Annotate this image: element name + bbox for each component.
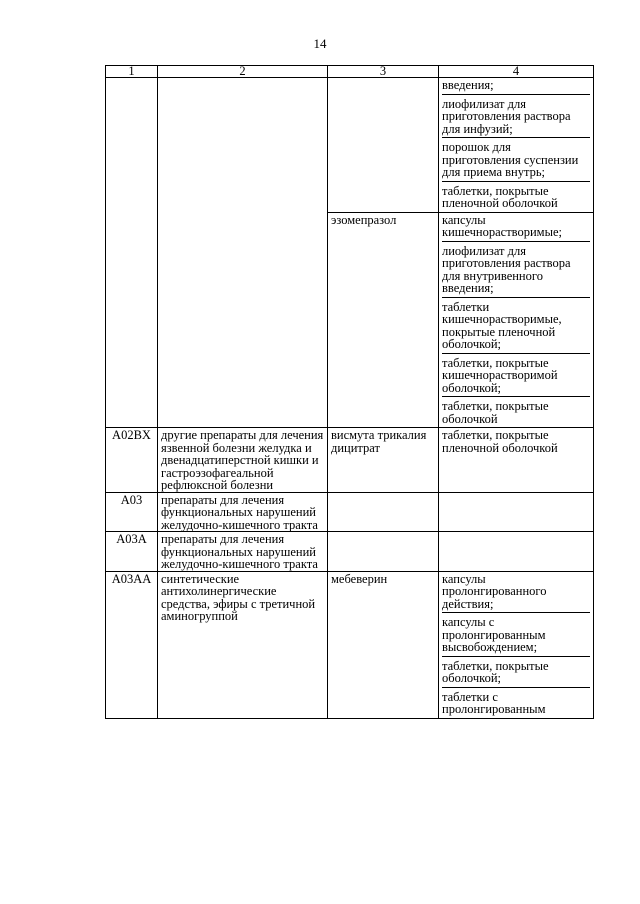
- dosage-form: капсулы кишечнорастворимые;: [442, 214, 590, 242]
- column-header: 2: [158, 66, 328, 78]
- group-name-cell: препараты для лечения функциональных нарушений желудочно-кишечного тракта: [158, 492, 328, 532]
- atc-code-cell: A03: [106, 492, 158, 532]
- atc-code-cell: A02BX: [106, 428, 158, 493]
- drug-name-cell: висмута трикалия дицитрат: [328, 428, 439, 493]
- dosage-form: таблетки с пролонгированным: [442, 689, 546, 716]
- drug-name-cell: [328, 532, 439, 572]
- dosage-forms-cell: [439, 78, 594, 213]
- dosage-form: капсулы пролонгированного действия;: [442, 573, 590, 614]
- dosage-form: таблетки кишечнорастворимые, покрытые пленочной оболочкой;: [442, 301, 590, 354]
- table-row: [106, 532, 594, 572]
- table-row: [106, 78, 594, 213]
- dosage-forms-cell: [439, 532, 594, 572]
- group-name-cell: препараты для лечения функциональных нарушений желудочно-кишечного тракта: [158, 532, 328, 572]
- dosage-form: лиофилизат для приготовления раствора для инфузий;: [442, 98, 590, 139]
- dosage-form: капсулы с пролонгированным высвобождением;: [442, 616, 590, 657]
- dosage-form: таблетки, покрытые кишечнорастворимой оболочкой;: [442, 357, 590, 398]
- column-header-row: [106, 66, 594, 78]
- dosage-form: таблетки, покрытые оболочкой;: [442, 660, 590, 688]
- column-header: 1: [106, 66, 158, 78]
- dosage-forms-cell: [439, 492, 594, 532]
- group-name-cell: синтетические антихолинергические средства, эфиры с третичной аминогруппой: [158, 571, 328, 718]
- drug-name-cell: [328, 492, 439, 532]
- group-name-cell: другие препараты для лечения язвенной болезни желудка и двенадцатиперстной кишки и гастроэзофагеальной рефлюксной болезни: [158, 428, 328, 493]
- table-row: [106, 492, 594, 532]
- dosage-forms-cell: [439, 571, 594, 718]
- dosage-form: введения;: [442, 79, 590, 95]
- drug-name-cell: эзомепразол: [328, 212, 439, 428]
- page-number: 14: [313, 36, 327, 51]
- table-row: [106, 428, 594, 493]
- dosage-forms-cell: [439, 212, 594, 428]
- column-header: 4: [439, 66, 594, 78]
- dosage-form: таблетки, покрытые оболочкой: [442, 399, 549, 426]
- dosage-form: лиофилизат для приготовления раствора для внутривенного введения;: [442, 245, 590, 298]
- drug-name-cell: мебеверин: [328, 571, 439, 718]
- drug-name-cell: [328, 78, 439, 213]
- atc-code-cell: A03A: [106, 532, 158, 572]
- group-name-cell: [158, 78, 328, 428]
- drug-table: [105, 65, 594, 719]
- atc-code-cell: [106, 78, 158, 428]
- dosage-form: таблетки, покрытые пленочной оболочкой: [442, 428, 558, 455]
- dosage-form: таблетки, покрытые пленочной оболочкой: [442, 183, 558, 210]
- table-row: [106, 571, 594, 718]
- column-header: 3: [328, 66, 439, 78]
- dosage-form: порошок для приготовления суспензии для приема внутрь;: [442, 141, 590, 182]
- atc-code-cell: A03AA: [106, 571, 158, 718]
- dosage-forms-cell: [439, 428, 594, 493]
